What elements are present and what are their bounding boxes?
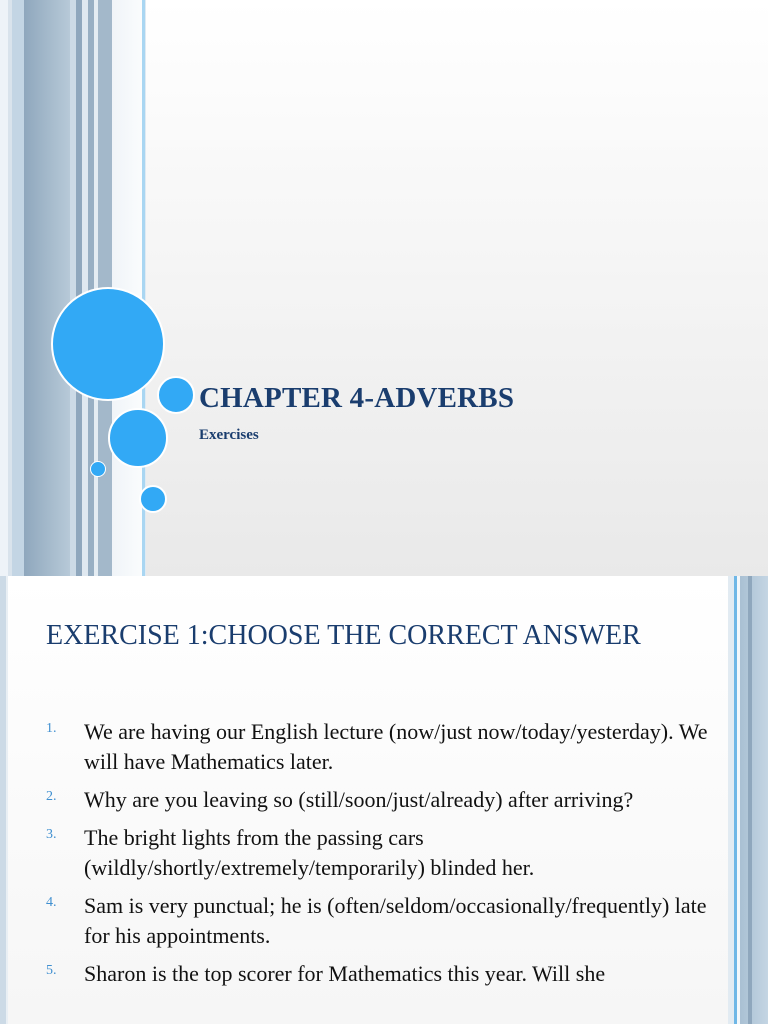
decor-stripe bbox=[24, 0, 70, 576]
exercise-list bbox=[46, 717, 736, 997]
item-text: We are having our English lecture (now/just now/today/yesterday). We will have Mathematics later. bbox=[84, 719, 708, 774]
item-number: 2. bbox=[46, 789, 57, 804]
item-text: Why are you leaving so (still/soon/just/already) after arriving? bbox=[84, 787, 634, 812]
decor-stripe bbox=[6, 576, 8, 1024]
decor-circle-small bbox=[139, 485, 167, 513]
item-number: 4. bbox=[46, 895, 57, 910]
decor-circle-small bbox=[157, 376, 195, 414]
item-text: The bright lights from the passing cars (wildly/shortly/extremely/temporarily) blinded her. bbox=[84, 825, 535, 880]
item-text: Sharon is the top scorer for Mathematics this year. Will she bbox=[84, 961, 606, 986]
slide-title: CHAPTER 4-ADVERBS bbox=[199, 382, 515, 414]
item-number: 1. bbox=[46, 721, 57, 736]
list-item bbox=[46, 959, 736, 989]
list-item bbox=[46, 891, 736, 951]
decor-circle-tiny bbox=[90, 461, 106, 477]
list-item bbox=[46, 785, 736, 815]
decor-stripe bbox=[748, 576, 752, 1024]
item-number: 3. bbox=[46, 827, 57, 842]
decor-stripe bbox=[0, 0, 8, 576]
item-text: Sam is very punctual; he is (often/seldom/occasionally/frequently) late for his appointments. bbox=[84, 893, 707, 948]
exercise-heading: EXERCISE 1:CHOOSE THE CORRECT ANSWER bbox=[46, 620, 641, 651]
item-number: 5. bbox=[46, 963, 57, 978]
decor-circle-medium bbox=[108, 408, 168, 468]
decor-stripe bbox=[12, 0, 24, 576]
decor-stripe bbox=[740, 576, 768, 1024]
exercise-slide bbox=[0, 576, 768, 1024]
decor-circle-large bbox=[51, 287, 165, 401]
list-item bbox=[46, 717, 736, 777]
list-item bbox=[46, 823, 736, 883]
slide-subtitle: Exercises bbox=[199, 427, 259, 443]
